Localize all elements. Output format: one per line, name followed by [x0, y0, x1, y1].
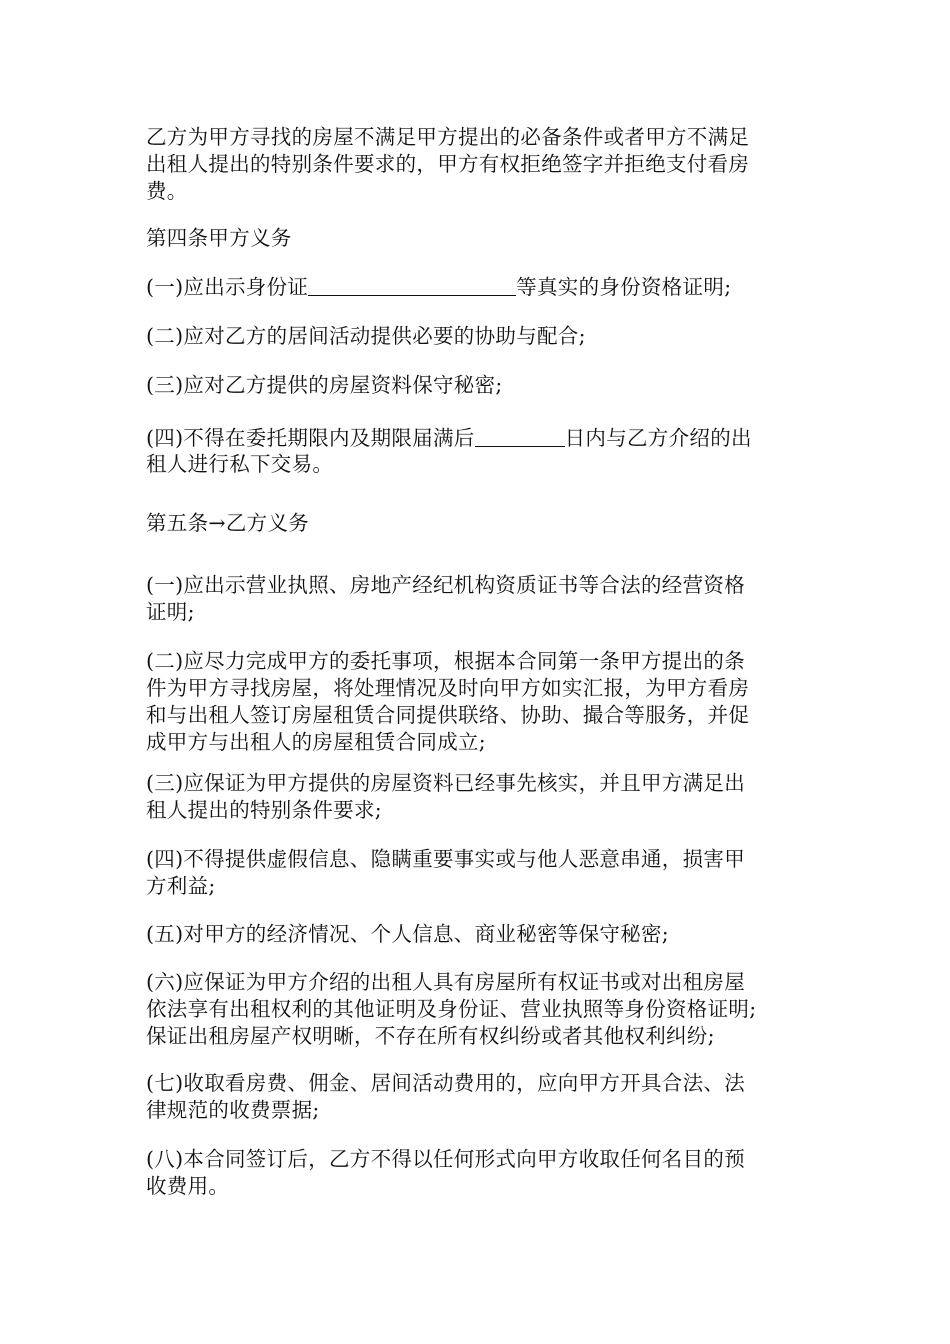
text-line: (二)应尽力完成甲方的委托事项，根据本合同第一条甲方提出的条: [146, 649, 745, 673]
text-line: (三)应对乙方提供的房屋资料保守秘密;: [146, 373, 503, 397]
article-5-item-1: [146, 572, 806, 626]
text-line: 证明;: [146, 600, 195, 624]
item-text-before: (四)不得在委托期限内及期限届满后: [146, 426, 475, 450]
text-line: [146, 424, 806, 451]
article-5-item-4: [146, 846, 806, 900]
text-line: 租人提出的特别条件要求;: [146, 798, 383, 822]
text-line: 出租人提出的特别条件要求的，甲方有权拒绝签字并拒绝支付看房: [146, 152, 750, 176]
article-4-heading: [146, 225, 806, 252]
text-line: 方利益;: [146, 874, 216, 898]
text-line: 和与出租人签订房屋租赁合同提供联络、协助、撮合等服务，并促: [146, 703, 750, 727]
text-line: 乙方为甲方寻找的房屋不满足甲方提出的必备条件或者甲方不满足: [146, 125, 750, 149]
text-line: (三)应保证为甲方提供的房屋资料已经事先核实，并且甲方满足出: [146, 771, 745, 795]
article-5-item-5: [146, 921, 806, 948]
text-line: (八)本合同签订后，乙方不得以任何形式向甲方收取任何名目的预: [146, 1147, 745, 1171]
text-line: 保证出租房屋产权明晰，不存在所有权纠纷或者其他权利纠纷;: [146, 1024, 715, 1048]
article-5-item-6: [146, 969, 806, 1050]
article-5-heading: [146, 510, 806, 537]
article-5-item-3: [146, 770, 806, 824]
article-5-item-8: [146, 1146, 806, 1200]
item-text-after: 等真实的身份资格证明;: [516, 275, 732, 299]
text-line: [146, 273, 806, 300]
heading-text: 第四条甲方义务: [146, 226, 292, 250]
text-line: 收费用。: [146, 1174, 230, 1198]
item-text-before: (一)应出示身份证: [146, 275, 309, 299]
text-line: 租人进行私下交易。: [146, 452, 334, 476]
blank-fill-line: [475, 426, 565, 447]
article-4-item-3: [146, 372, 806, 399]
text-line: (七)收取看房费、佣金、居间活动费用的，应向甲方开具合法、法: [146, 1071, 745, 1095]
article-4-item-4: [146, 424, 806, 478]
paragraph-buyer-refusal: [146, 124, 806, 205]
item-text-after: 日内与乙方介绍的出: [564, 426, 752, 450]
text-line: (一)应出示营业执照、房地产经纪机构资质证书等合法的经营资格: [146, 573, 745, 597]
article-4-item-2: [146, 323, 806, 350]
text-line: 费。: [146, 179, 188, 203]
article-5-item-7: [146, 1070, 806, 1124]
article-5-item-2: [146, 648, 806, 756]
text-line: (四)不得提供虚假信息、隐瞒重要事实或与他人恶意串通，损害甲: [146, 847, 745, 871]
text-line: 律规范的收费票据;: [146, 1098, 320, 1122]
article-4-item-1: [146, 273, 806, 300]
blank-fill-line: [308, 275, 516, 296]
text-line: (六)应保证为甲方介绍的出租人具有房屋所有权证书或对出租房屋: [146, 970, 745, 994]
text-line: (二)应对乙方的居间活动提供必要的协助与配合;: [146, 324, 586, 348]
text-line: 件为甲方寻找房屋，将处理情况及时向甲方如实汇报，为甲方看房: [146, 676, 750, 700]
text-line: (五)对甲方的经济情况、个人信息、商业秘密等保守秘密;: [146, 922, 670, 946]
heading-text: 第五条→乙方义务: [146, 511, 310, 535]
text-line: 成甲方与出租人的房屋租赁合同成立;: [146, 730, 487, 754]
text-line: 依法享有出租权利的其他证明及身份证、营业执照等身份资格证明;: [146, 997, 757, 1021]
